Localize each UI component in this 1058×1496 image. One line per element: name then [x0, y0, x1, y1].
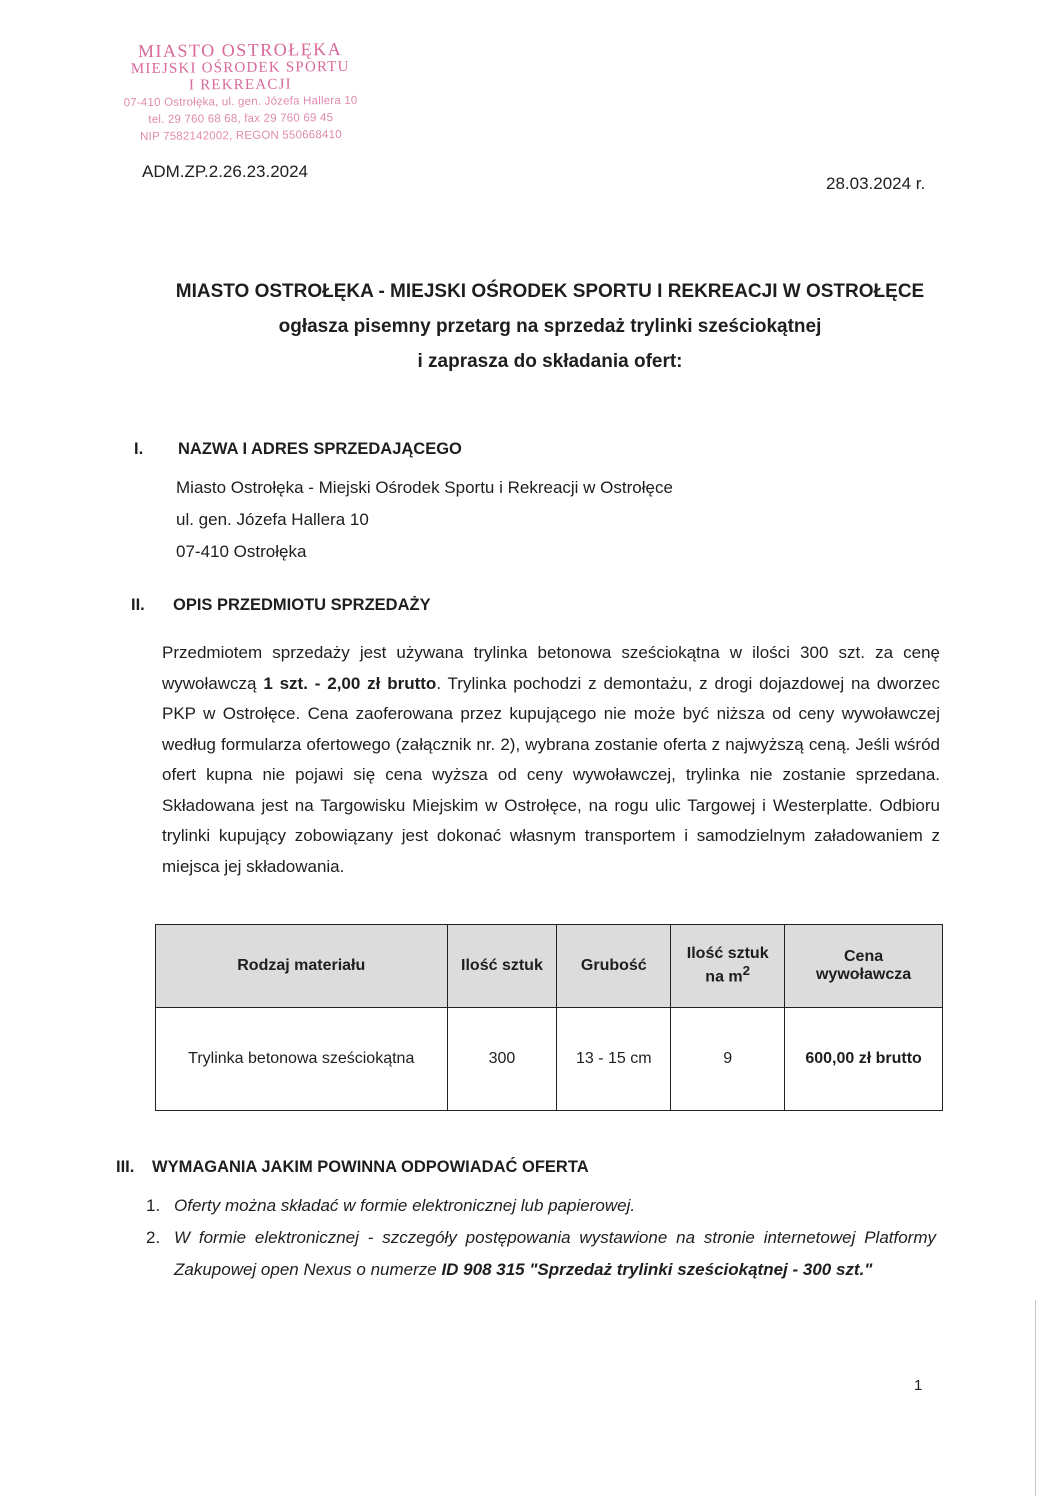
- unit-price: 1 szt. - 2,00 zł brutto: [263, 673, 437, 693]
- requirements-list: [146, 1190, 936, 1286]
- list-item-number: 1.: [146, 1196, 161, 1215]
- institution-stamp: [87, 38, 393, 146]
- cell-price: 600,00 zł brutto: [785, 1008, 943, 1111]
- list-item: [146, 1190, 936, 1222]
- list-item: [146, 1222, 936, 1286]
- scan-edge-line: [1035, 1300, 1036, 1496]
- table-header-row: [156, 925, 943, 1008]
- stamp-city: MIASTO OSTROŁĘKA: [137, 38, 343, 62]
- heading-line-3: i zaprasza do składania ofert:: [417, 351, 683, 372]
- section-3-label: WYMAGANIA JAKIM POWINNA ODPOWIADAĆ OFERTA: [152, 1158, 589, 1176]
- section-1-number: I.: [134, 440, 144, 458]
- header-price-line1: Cena: [843, 948, 884, 965]
- stamp-institution-cont: I REKREACJI: [188, 76, 292, 94]
- page-number: 1: [914, 1377, 923, 1394]
- description-text-b: . Trylinka pochodzi z demontażu, z drogi dojazdowej na dworzec PKP w Ostrołęce. Cena zaoferowana przez kupującego nie może być niższa od ceny wywoławczej według formularza ofertowego (załącznik nr. 2), wybrana zostanie oferta z najwyższą ceną. Jeśli wśród ofert kupna nie pojawi się cena wyższa od ceny wywoławczej, trylinka nie zostanie sprzedana. Składowana jest na Targowisku Miejskim w Ostrołęce, na rogu ulic Targowej i Westerplatte. Odbioru trylinki kupujący zobowiązany jest dokonać własnym transportem i samodzielnym załadowaniem z miejsca jej składowania.: [162, 673, 940, 876]
- table-row: [156, 1008, 943, 1111]
- stamp-institution: MIEJSKI OŚRODEK SPORTU: [130, 58, 350, 78]
- header-price: [785, 925, 943, 1008]
- list-item-number: 2.: [146, 1228, 161, 1247]
- section-2-label: OPIS PRZEDMIOTU SPRZEDAŻY: [173, 596, 431, 614]
- header-per-m2-line2: na m: [705, 968, 743, 986]
- tender-id: ID 908 315 "Sprzedaż trylinki sześciokątnej - 300 szt.": [441, 1260, 873, 1279]
- section-3-title: [116, 1158, 589, 1177]
- cell-thickness: 13 - 15 cm: [557, 1008, 671, 1111]
- stamp-address: 07-410 Ostrołęka, ul. gen. Józefa Hallera 10: [123, 94, 358, 110]
- seller-street: ul. gen. Józefa Hallera 10: [176, 510, 369, 529]
- section-1-title: [134, 440, 462, 459]
- list-item-text: Oferty można składać w formie elektronicznej lub papierowej.: [174, 1196, 636, 1215]
- cell-material: Trylinka betonowa sześciokątna: [156, 1008, 448, 1111]
- heading-line-2: ogłasza pisemny przetarg na sprzedaż trylinki sześciokątnej: [278, 316, 822, 337]
- document-date: 28.03.2024 r.: [826, 174, 926, 193]
- stamp-phone: tel. 29 760 68 68, fax 29 760 69 45: [148, 112, 334, 126]
- header-material: Rodzaj materiału: [156, 925, 448, 1008]
- list-item-text: W formie elektronicznej - szczegóły postępowania wystawione na stronie internetowej Platformy Zakupowej open Nexus o numerze: [174, 1228, 936, 1279]
- cell-per-m2: 9: [671, 1008, 785, 1111]
- section-3-number: III.: [116, 1158, 135, 1176]
- header-per-m2-line1: Ilość sztuk: [686, 945, 769, 963]
- section-2-number: II.: [131, 596, 145, 614]
- section-2-title: [131, 596, 431, 615]
- header-price-line2: wywoławcza: [815, 966, 912, 983]
- sale-description: [162, 638, 940, 882]
- description-text-a: Przedmiotem sprzedaży jest używana trylinka betonowa sześciokątna w ilości 300 szt. za cenę wywoławczą: [162, 643, 940, 693]
- heading-line-1: MIASTO OSTROŁĘKA - MIEJSKI OŚRODEK SPORTU I REKREACJI W OSTROŁĘCE: [175, 281, 925, 302]
- header-per-m2-sup: 2: [742, 963, 751, 979]
- stamp-tax-ids: NIP 7582142002, REGON 550668410: [140, 128, 342, 144]
- header-per-m2: [671, 925, 785, 1008]
- header-quantity: Ilość sztuk: [447, 925, 557, 1008]
- header-thickness: Grubość: [557, 925, 671, 1008]
- document-heading: [100, 274, 1000, 379]
- seller-address: [176, 472, 673, 568]
- seller-name: Miasto Ostrołęka - Miejski Ośrodek Sportu i Rekreacji w Ostrołęce: [176, 478, 673, 497]
- material-table: [155, 924, 943, 1111]
- document-number: ADM.ZP.2.26.23.2024: [142, 162, 309, 181]
- section-1-label: NAZWA I ADRES SPRZEDAJĄCEGO: [178, 440, 462, 458]
- seller-postal: 07-410 Ostrołęka: [176, 542, 307, 561]
- cell-quantity: 300: [447, 1008, 557, 1111]
